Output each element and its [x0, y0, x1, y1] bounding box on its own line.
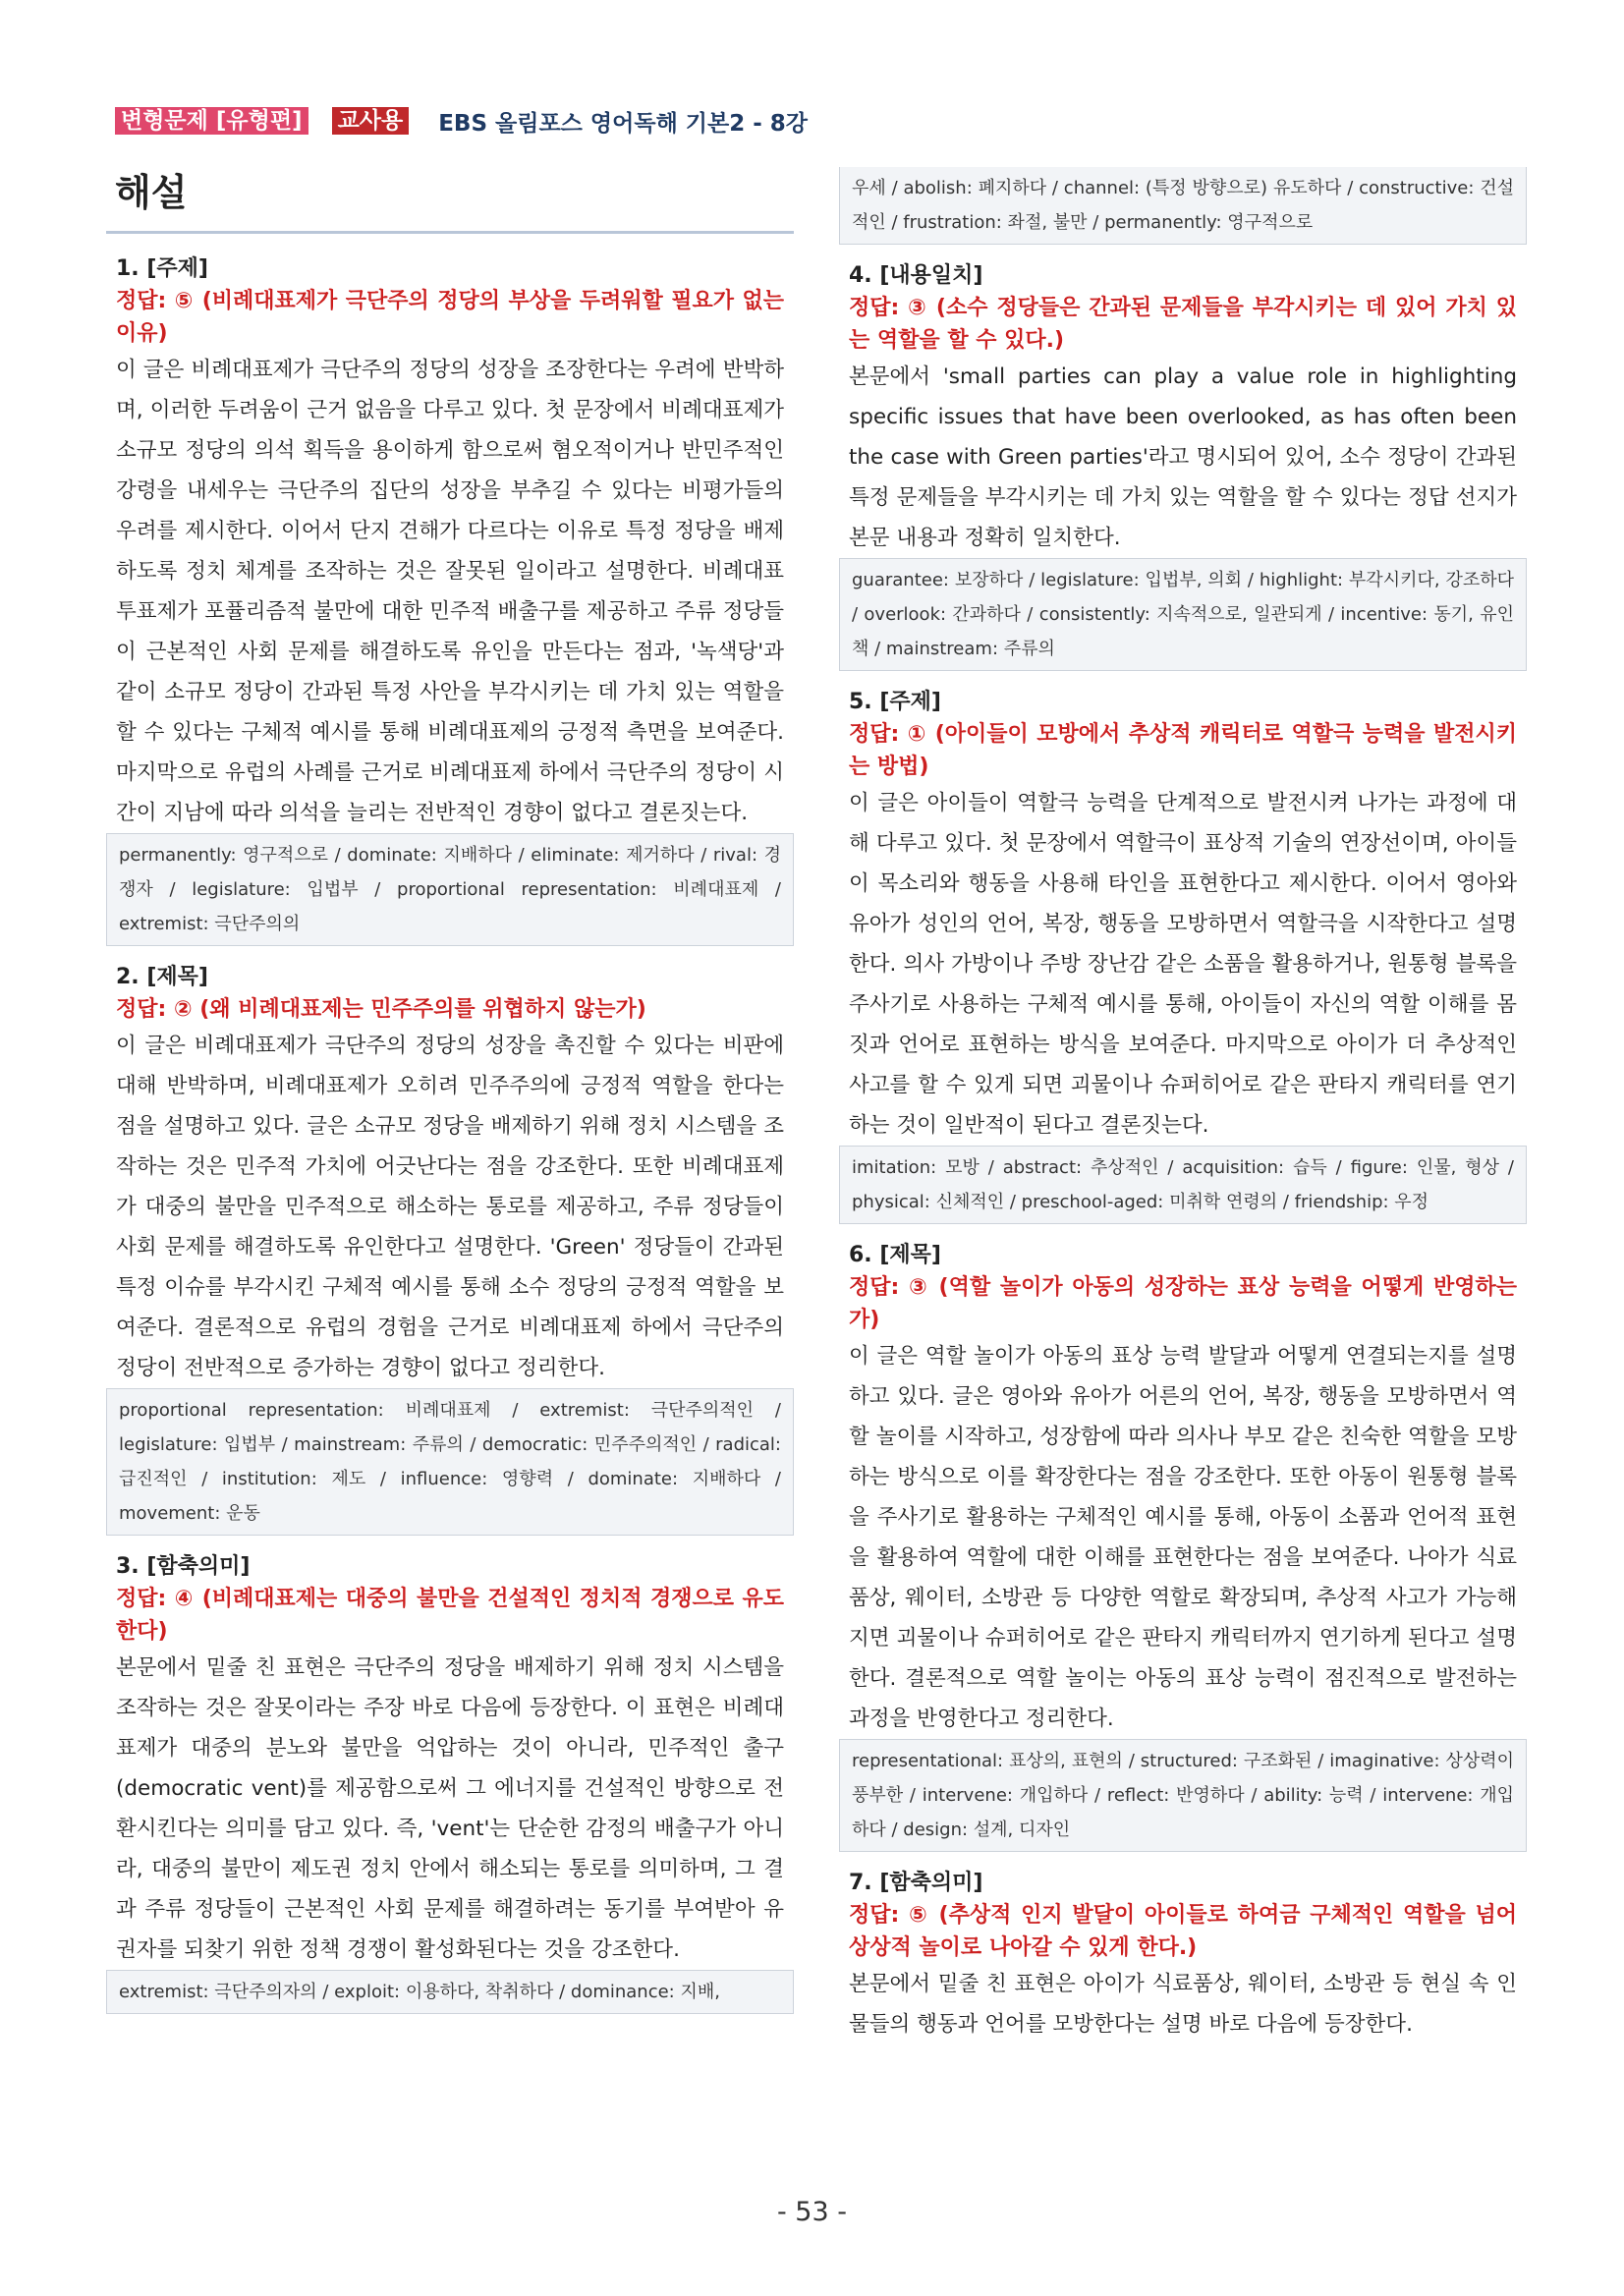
answer-text: 정답: ⑤ (추상적 인지 발달이 아이들로 하여금 구체적인 역할을 넘어 상상적 놀이로 나아갈 수 있게 한다.): [849, 1903, 1517, 1960]
section-7: [839, 1868, 1527, 2044]
audience-tag: 교사용: [332, 107, 410, 135]
section-heading: 7. [함축의미]: [849, 1871, 983, 1895]
vocab-box: permanently: 영구적으로 / dominate: 지배하다 / eliminate: 제거하다 / rival: 경쟁자 / legislature: 입법부 / proportional representation: 비례대표제 / extremist: 극단주의의: [106, 833, 794, 946]
vocab-box: representational: 표상의, 표현의 / structured: 구조화된 / imaginative: 상상력이 풍부한 / intervene: 개입하다 / reflect: 반영하다 / ability: 능력 / intervene: 개입하다 / design: 설계, 디자인: [839, 1739, 1527, 1852]
section-6: [839, 1240, 1527, 1852]
vocab-box-continued: 우세 / abolish: 폐지하다 / channel: (특정 방향으로) 유도하다 / constructive: 건설적인 / frustration: 좌절, 불만 / permanently: 영구적으로: [839, 167, 1527, 245]
answer-text: 정답: ① (아이들이 모방에서 추상적 캐릭터로 역할극 능력을 발전시키는 방법): [849, 722, 1517, 779]
explanation-text: 이 글은 비례대표제가 극단주의 정당의 성장을 조장한다는 우려에 반박하며, 이러한 두려움이 근거 없음을 다루고 있다. 첫 문장에서 비례대표제가 소규모 정당의 의석 획득을 용이하게 함으로써 혐오적이거나 반민주적인 강령을 내세우는 극단주의 집단의 성장을 부추길 수 있다는 비평가들의 우려를 제시한다. 이어서 단지 견해가 다르다는 이유로 특정 정당을 배제하도록 정치 체계를 조작하는 것은 잘못된 일이라고 설명한다. 비례대표 투표제가 포퓰리즘적 불만에 대한 민주적 배출구를 제공하고 주류 정당들이 근본적인 사회 문제를 해결하도록 유인을 만든다는 점과, '녹색당'과 같이 소규모 정당이 간과된 특정 사안을 부각시키는 데 가치 있는 역할을 할 수 있다는 구체적 예시를 통해 비례대표제의 긍정적 측면을 보여준다. 마지막으로 유럽의 사례를 근거로 비례대표제 하에서 극단주의 정당이 시간이 지남에 따라 의석을 늘리는 전반적인 경향이 없다고 결론짓는다.: [116, 358, 784, 825]
answer-text: 정답: ④ (비례대표제는 대중의 불만을 건설적인 정치적 경쟁으로 유도한다): [116, 1587, 784, 1644]
vocab-box: imitation: 모방 / abstract: 추상적인 / acquisition: 습득 / figure: 인물, 형상 / physical: 신체적인 / preschool-aged: 미취학 연령의 / friendship: 우정: [839, 1146, 1527, 1224]
answer-text: 정답: ③ (역할 놀이가 아동의 성장하는 표상 능력을 어떻게 반영하는가): [849, 1275, 1517, 1332]
header-title: EBS 올림포스 영어독해 기본2 - 8강: [438, 110, 809, 137]
section-2: [106, 962, 794, 1536]
section-heading: 6. [제목]: [849, 1243, 941, 1267]
title-divider: [106, 231, 794, 234]
explanation-text: 이 글은 아이들이 역할극 능력을 단계적으로 발전시켜 나가는 과정에 대해 다루고 있다. 첫 문장에서 역할극이 표상적 기술의 연장선이며, 아이들이 목소리와 행동을 사용해 타인을 표현한다고 제시한다. 이어서 영아와 유아가 성인의 언어, 복장, 행동을 모방하면서 역할극을 시작한다고 설명한다. 의사 가방이나 주방 장난감 같은 소품을 활용하거나, 원통형 블록을 주사기로 사용하는 구체적 예시를 통해, 아이들이 자신의 역할 이해를 몸짓과 언어로 표현하는 방식을 보여준다. 마지막으로 아이가 더 추상적인 사고를 할 수 있게 되면 괴물이나 슈퍼히어로 같은 판타지 캐릭터를 연기하는 것이 일반적이 된다고 결론짓는다.: [849, 791, 1517, 1138]
section-3: [106, 1551, 794, 2014]
category-tag: 변형문제 [유형편]: [115, 107, 308, 135]
explanation-text: 이 글은 역할 놀이가 아동의 표상 능력 발달과 어떻게 연결되는지를 설명하고 있다. 글은 영아와 유아가 어른의 언어, 복장, 행동을 모방하면서 역할 놀이를 시작하고, 성장함에 따라 의사나 부모 같은 친숙한 역할을 모방하는 방식으로 이를 확장한다는 점을 강조한다. 또한 아동이 원통형 블록을 주사기로 활용하는 구체적인 예시를 통해, 아동이 소품과 언어적 표현을 활용하여 역할에 대한 이해를 표현한다는 점을 보여준다. 나아가 식료품상, 웨이터, 소방관 등 다양한 역할로 확장되며, 추상적 사고가 가능해지면 괴물이나 슈퍼히어로 같은 판타지 캐릭터까지 연기하게 된다고 설명한다. 결론적으로 역할 놀이는 아동의 표상 능력이 점진적으로 발전하는 과정을 반영한다고 정리한다.: [849, 1344, 1517, 1731]
section-heading: 4. [내용일치]: [849, 263, 983, 288]
page-title: 해설: [115, 171, 188, 214]
answer-text: 정답: ③ (소수 정당들은 간과된 문제들을 부각시키는 데 있어 가치 있는 역할을 할 수 있다.): [849, 296, 1517, 353]
page-number: - 53 -: [776, 2197, 847, 2227]
right-column: [839, 167, 1527, 2044]
page-header: [115, 106, 808, 136]
section-1: [106, 253, 794, 946]
vocab-box: guarantee: 보장하다 / legislature: 입법부, 의회 / highlight: 부각시키다, 강조하다 / overlook: 간과하다 / consistently: 지속적으로, 일관되게 / incentive: 동기, 유인책 / mainstream: 주류의: [839, 558, 1527, 671]
section-heading: 1. [주제]: [116, 256, 208, 281]
left-column: [106, 253, 794, 2014]
section-heading: 5. [주제]: [849, 690, 941, 714]
section-4: [839, 260, 1527, 671]
section-5: [839, 687, 1527, 1224]
vocab-box: extremist: 극단주의자의 / exploit: 이용하다, 착취하다 / dominance: 지배,: [106, 1970, 794, 2014]
answer-text: 정답: ⑤ (비례대표제가 극단주의 정당의 부상을 두려워할 필요가 없는 이유): [116, 289, 784, 346]
explanation-text: 이 글은 비례대표제가 극단주의 정당의 성장을 촉진할 수 있다는 비판에 대해 반박하며, 비례대표제가 오히려 민주주의에 긍정적 역할을 한다는 점을 설명하고 있다. 글은 소규모 정당을 배제하기 위해 정치 시스템을 조작하는 것은 민주적 가치에 어긋난다는 점을 강조한다. 또한 비례대표제가 대중의 불만을 민주적으로 해소하는 통로를 제공하고, 주류 정당들이 사회 문제를 해결하도록 유인한다고 설명한다. 'Green' 정당들이 간과된 특정 이슈를 부각시킨 구체적 예시를 통해 소수 정당의 긍정적 역할을 보여준다. 결론적으로 유럽의 경험을 근거로 비례대표제 하에서 극단주의 정당이 전반적으로 증가하는 경향이 없다고 정리한다.: [116, 1034, 784, 1380]
section-heading: 3. [함축의미]: [116, 1554, 251, 1579]
answer-text: 정답: ② (왜 비례대표제는 민주주의를 위협하지 않는가): [116, 997, 646, 1022]
section-heading: 2. [제목]: [116, 965, 208, 989]
explanation-text: 본문에서 'small parties can play a value role in highlighting specific issues that have been overlooked, as has often been the case with Green parties'라고 명시되어 있어, 소수 정당이 간과된 특정 문제들을 부각시키는 데 가치 있는 역할을 할 수 있다는 정답 선지가 본문 내용과 정확히 일치한다.: [849, 364, 1517, 550]
explanation-text: 본문에서 밑줄 친 표현은 아이가 식료품상, 웨이터, 소방관 등 현실 속 인물들의 행동과 언어를 모방한다는 설명 바로 다음에 등장한다.: [849, 1972, 1517, 2037]
explanation-text: 본문에서 밑줄 친 표현은 극단주의 정당을 배제하기 위해 정치 시스템을 조작하는 것은 잘못이라는 주장 바로 다음에 등장한다. 이 표현은 비례대표제가 대중의 분노와 불만을 억압하는 것이 아니라, 민주적인 출구(democratic vent)를 제공함으로써 그 에너지를 건설적인 방향으로 전환시킨다는 의미를 담고 있다. 즉, 'vent'는 단순한 감정의 배출구가 아니라, 대중의 불만이 제도권 정치 안에서 해소되는 통로를 의미하며, 그 결과 주류 정당들이 근본적인 사회 문제를 해결하려는 동기를 부여받아 유권자를 되찾기 위한 정책 경쟁이 활성화된다는 것을 강조한다.: [116, 1655, 784, 1962]
vocab-box: proportional representation: 비례대표제 / extremist: 극단주의적인 / legislature: 입법부 / mainstream: 주류의 / democratic: 민주주의적인 / radical: 급진적인 / institution: 제도 / influence: 영향력 / dominate: 지배하다 / movement: 운동: [106, 1388, 794, 1536]
